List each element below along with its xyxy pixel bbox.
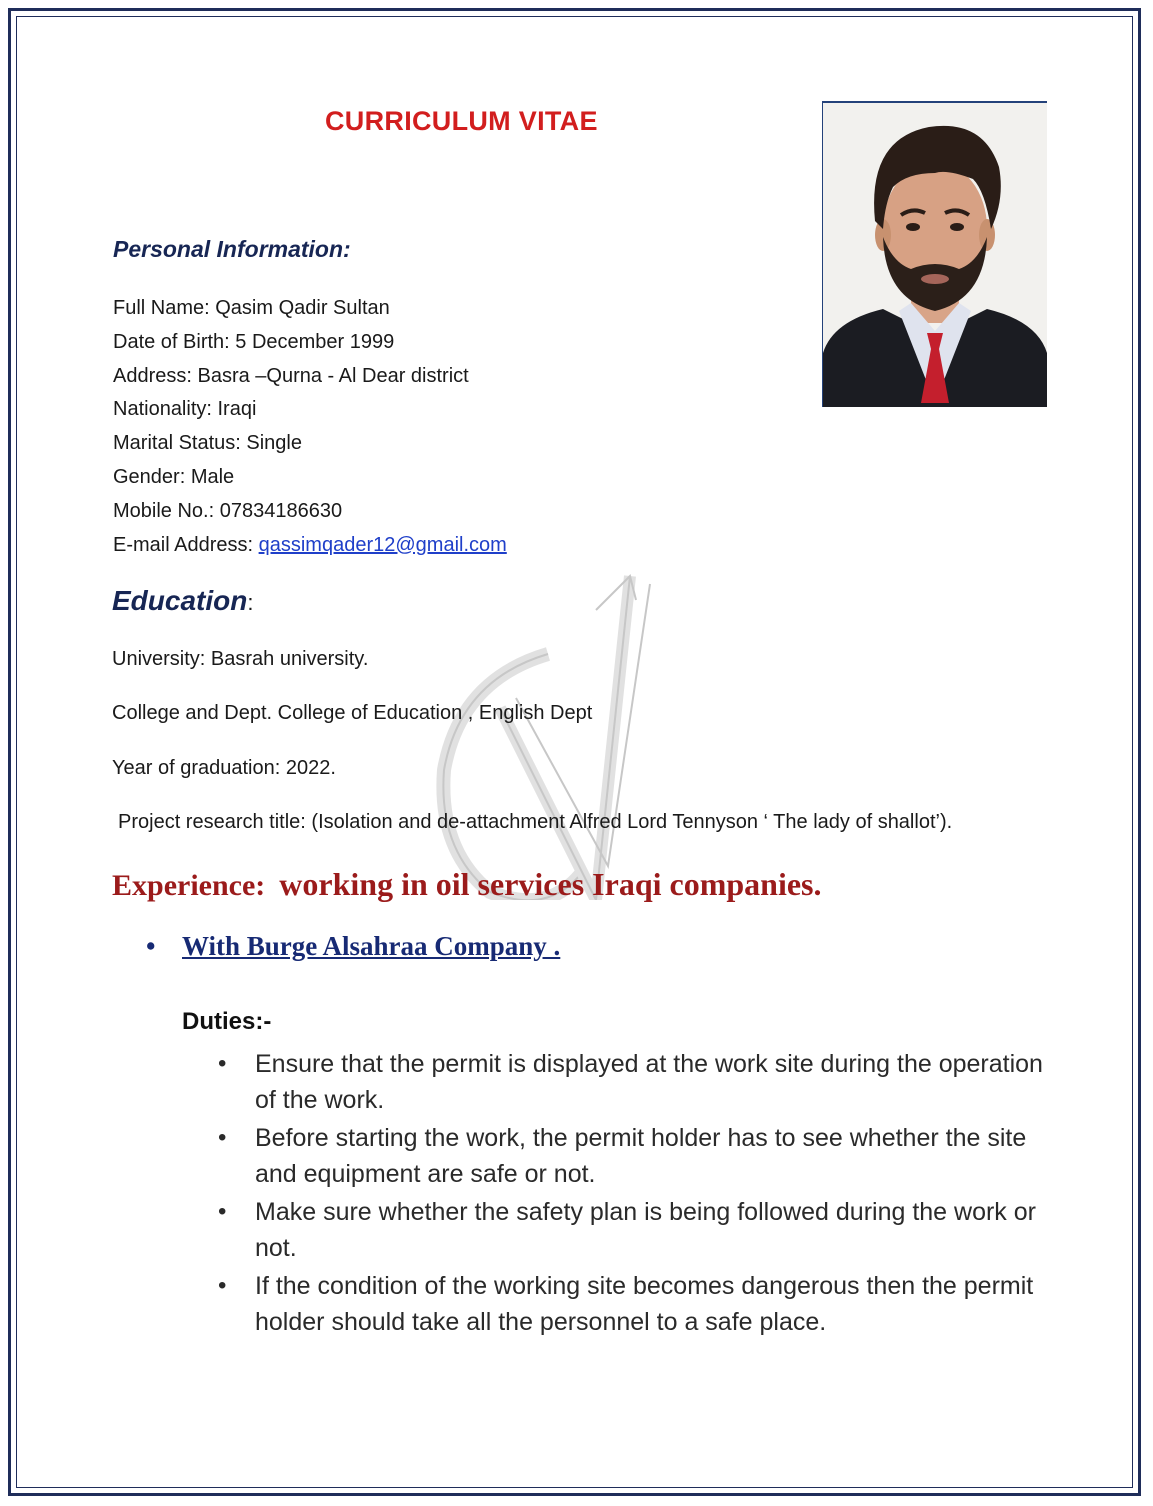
full-name: Full Name: Qasim Qadir Sultan [113, 297, 390, 319]
experience-description: working in oil services Iraqi companies. [279, 866, 822, 902]
date-of-birth: Date of Birth: 5 December 1999 [113, 330, 395, 353]
university: University: Basrah university. [112, 648, 369, 670]
education-heading [112, 585, 253, 617]
cv-title: CURRICULUM VITAE [325, 106, 598, 136]
personal-info-list [113, 292, 507, 562]
personal-information-heading: Personal Information: [113, 236, 351, 262]
duty-item: • Before starting the work, the permit holder has to see whether the site and equipment are safe or not. [218, 1120, 1048, 1192]
company-item [146, 931, 560, 962]
duties-heading: Duties:- [182, 1008, 272, 1035]
email-link[interactable]: qassimqader12@gmail.com [258, 533, 507, 556]
company-name: With Burge Alsahraa Company . [182, 931, 561, 961]
project-research-title: Project research title: (Isolation and de-attachment Alfred Lord Tennyson ‘ The lady of shallot’). [118, 811, 953, 833]
company-bullet: • [146, 931, 156, 961]
gender: Gender: Male [113, 465, 235, 488]
duty-item: • Ensure that the permit is displayed at the work site during the operation of the work. [218, 1046, 1048, 1118]
cv-watermark [420, 570, 720, 900]
graduation-year: Year of graduation: 2022. [112, 757, 336, 779]
college-and-dept: College and Dept. College of Education , English Dept [112, 702, 593, 724]
duties-list [218, 1046, 1048, 1342]
marital-status: Marital Status: Single [113, 432, 302, 455]
email-address [113, 529, 507, 563]
mobile-number: Mobile No.: 07834186630 [113, 499, 343, 522]
experience-label: Experience: [112, 869, 266, 902]
address: Address: Basra –Qurna - Al Dear district [113, 364, 469, 387]
education-heading-text: Education [112, 585, 248, 616]
duty-item: • Make sure whether the safety plan is being followed during the work or not. [218, 1194, 1048, 1266]
education-heading-colon: : [247, 590, 254, 615]
profile-photo [822, 101, 1047, 407]
email-label: E-mail Address: [113, 533, 259, 556]
experience-heading [112, 866, 822, 903]
nationality: Nationality: Iraqi [113, 398, 257, 421]
duty-item: • If the condition of the working site becomes dangerous then the permit holder should take all the personnel to a safe place. [218, 1268, 1048, 1340]
